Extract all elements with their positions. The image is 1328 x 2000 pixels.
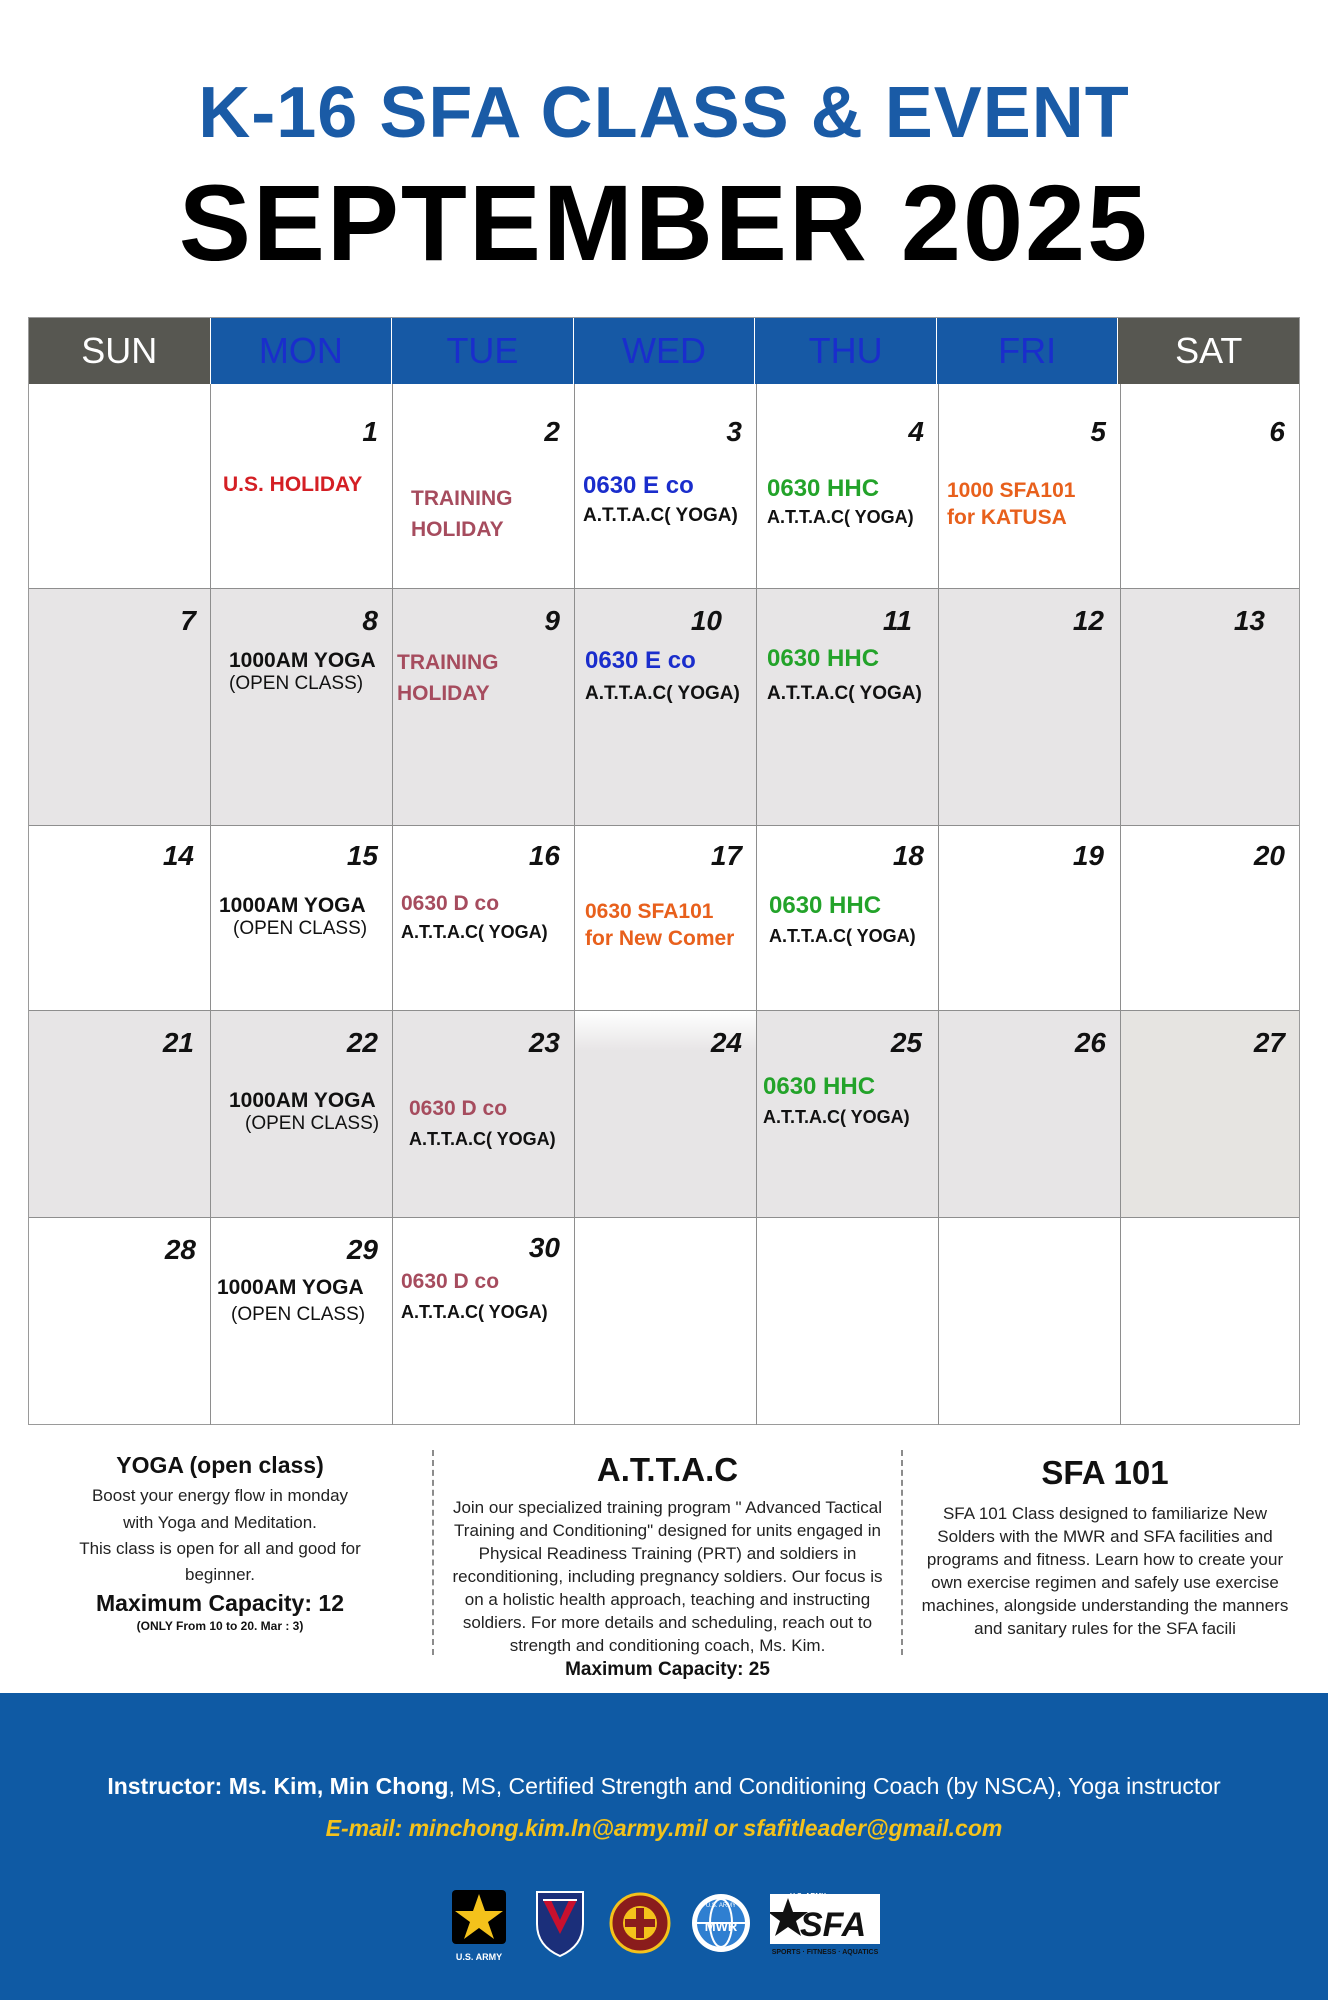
event-text: A.T.T.A.C( YOGA) — [585, 683, 740, 704]
day-number: 11 — [882, 605, 912, 636]
day-cell — [393, 384, 575, 589]
day-number: 4 — [908, 416, 924, 447]
day-cell — [757, 826, 939, 1011]
event-text: U.S. HOLIDAY — [223, 473, 363, 496]
weekday-header — [29, 318, 1299, 384]
yoga-info-line: beginner. — [185, 1565, 255, 1584]
day-number: 30 — [528, 1232, 560, 1263]
attac-info-title: A.T.T.A.C — [596, 1451, 739, 1488]
page-title: K-16 SFA CLASS & EVENT — [198, 73, 1130, 153]
day-cell — [29, 589, 211, 826]
event-text: HOLIDAY — [397, 682, 490, 705]
day-number: 17 — [710, 840, 742, 871]
footer-banner — [0, 1693, 1328, 2000]
event-text: 0630 HHC — [769, 892, 882, 919]
mwr-globe-icon — [690, 1886, 752, 1960]
army-logo-text: U.S. ARMY — [455, 1952, 503, 1962]
event-text: for New Comer — [585, 927, 735, 950]
yoga-info-line: Boost your energy flow in monday — [91, 1486, 349, 1505]
event-text: A.T.T.A.C( YOGA) — [763, 1107, 910, 1127]
day-cell — [29, 1218, 211, 1425]
day-cell — [939, 384, 1121, 589]
event-text: 1000 SFA101 — [947, 479, 1076, 502]
day-cell — [29, 384, 211, 589]
day-number: 6 — [1269, 416, 1285, 447]
event-text: A.T.T.A.C( YOGA) — [583, 505, 738, 526]
day-number: 5 — [1090, 416, 1106, 447]
event-text: A.T.T.A.C( YOGA) — [409, 1129, 556, 1149]
sfa101-info-title: SFA 101 — [1041, 1454, 1169, 1491]
event-text: (OPEN CLASS) — [229, 673, 364, 694]
event-text: HOLIDAY — [411, 518, 504, 541]
contact-email[interactable]: E-mail: minchong.kim.ln@army.mil or sfafitleader@gmail.com — [325, 1815, 1003, 1841]
attac-info-line: soldiers. For more details and scheduling, reach out to — [462, 1613, 873, 1632]
day-number: 24 — [710, 1027, 742, 1058]
yoga-info-title: YOGA (open class) — [116, 1452, 324, 1478]
attac-info-line: Training and Conditioning" designed for units engaged in — [454, 1521, 881, 1540]
instructor-line — [0, 1773, 1328, 1800]
day-cell — [211, 826, 393, 1011]
day-cell — [29, 826, 211, 1011]
yoga-info-line: with Yoga and Meditation. — [123, 1513, 317, 1532]
event-text: TRAINING — [397, 651, 499, 674]
event-text: 1000AM YOGA — [229, 1089, 376, 1112]
yoga-info-line: This class is open for all and good for — [79, 1539, 361, 1558]
attac-info-line: on a holistic health approach, teaching and instructing — [464, 1590, 871, 1609]
event-text: 1000AM YOGA — [229, 649, 376, 672]
day-cell — [757, 589, 939, 826]
day-cell — [757, 384, 939, 589]
day-cell — [757, 1011, 939, 1218]
weekday-mon: MON — [211, 318, 393, 384]
event-text: (OPEN CLASS) — [231, 1304, 366, 1325]
event-text: A.T.T.A.C( YOGA) — [401, 1302, 548, 1322]
day-cell — [1121, 1011, 1299, 1218]
day-number: 16 — [528, 840, 560, 871]
event-text: 0630 SFA101 — [585, 900, 714, 923]
command-crest-icon — [609, 1886, 671, 1960]
weekday-tue: TUE — [392, 318, 574, 384]
event-text: (OPEN CLASS) — [233, 918, 368, 939]
day-number: 23 — [528, 1027, 560, 1058]
yoga-info — [40, 1450, 400, 1633]
logo-strip — [448, 1883, 880, 1963]
mwr-logo-text: MWR — [704, 1919, 737, 1934]
day-cell — [575, 1011, 757, 1218]
weekday-thu: THU — [755, 318, 937, 384]
event-text: 0630 D co — [401, 892, 500, 915]
event-text: 0630 HHC — [763, 1073, 876, 1100]
sfa101-info — [915, 1450, 1295, 1640]
day-cell — [575, 826, 757, 1011]
day-number: 26 — [1074, 1027, 1106, 1058]
sfa-logo-text: SFA — [800, 1906, 867, 1944]
weekday-wed: WED — [574, 318, 756, 384]
day-cell — [1121, 1218, 1299, 1425]
sfa101-info-line: SFA 101 Class designed to familiarize New — [942, 1504, 1268, 1523]
day-cell — [211, 589, 393, 826]
day-number: 18 — [892, 840, 924, 871]
attac-info-line: Physical Readiness Training (PRT) and soldiers in — [478, 1544, 857, 1563]
day-number: 15 — [346, 840, 378, 871]
day-number: 1 — [362, 416, 378, 447]
attac-info-line: strength and conditioning coach, Ms. Kim. — [509, 1636, 826, 1655]
day-cell — [1121, 826, 1299, 1011]
day-number: 25 — [890, 1027, 922, 1058]
day-number: 29 — [346, 1234, 378, 1265]
sfa101-info-line: and sanitary rules for the SFA facili — [974, 1619, 1236, 1638]
day-cell — [939, 589, 1121, 826]
section-divider — [901, 1450, 903, 1655]
day-number: 21 — [162, 1027, 194, 1058]
instructor-name: Instructor: Ms. Kim, Min Chong — [107, 1773, 449, 1799]
event-text: TRAINING — [411, 487, 513, 510]
day-cell — [393, 589, 575, 826]
day-number: 3 — [726, 416, 742, 447]
day-cell — [575, 384, 757, 589]
day-cell — [757, 1218, 939, 1425]
sfa-logo-icon — [770, 1886, 880, 1960]
event-text: A.T.T.A.C( YOGA) — [769, 926, 916, 946]
sfa-logo-top-text: U.S. ARMY — [790, 1893, 826, 1900]
day-number: 9 — [544, 605, 560, 636]
event-text: 0630 D co — [401, 1270, 500, 1293]
army-star-icon — [448, 1886, 510, 1960]
attac-info-line: reconditioning, including pregnancy soldiers. Our focus is — [452, 1567, 883, 1586]
event-text: 1000AM YOGA — [217, 1276, 364, 1299]
weekday-sun: SUN — [29, 318, 211, 384]
day-number: 7 — [180, 605, 196, 636]
day-number: 22 — [346, 1027, 378, 1058]
sfa101-info-line: machines, alongside understanding the manners — [921, 1596, 1289, 1615]
event-text: 1000AM YOGA — [219, 894, 366, 917]
yoga-capacity-note: (ONLY From 10 to 20. Mar : 3) — [136, 1619, 304, 1633]
yoga-capacity: Maximum Capacity: 12 — [96, 1590, 344, 1616]
mwr-logo-top-text: U.S. ARMY — [705, 1903, 736, 1909]
day-number: 13 — [1233, 605, 1265, 636]
attac-capacity: Maximum Capacity: 25 — [565, 1659, 770, 1680]
day-number: 8 — [362, 605, 378, 636]
day-cell — [939, 1218, 1121, 1425]
event-text: A.T.T.A.C( YOGA) — [767, 507, 914, 527]
weekday-fri: FRI — [937, 318, 1119, 384]
weekday-sat: SAT — [1118, 318, 1299, 384]
day-number: 19 — [1072, 840, 1104, 871]
day-cell — [211, 1011, 393, 1218]
event-text: A.T.T.A.C( YOGA) — [401, 922, 548, 942]
day-cell — [393, 1011, 575, 1218]
event-text: 0630 E co — [585, 647, 696, 674]
day-number: 28 — [164, 1234, 196, 1265]
day-cell — [29, 1011, 211, 1218]
day-number: 12 — [1072, 605, 1104, 636]
calendar-grid — [28, 317, 1300, 1425]
event-text: 0630 D co — [409, 1097, 508, 1120]
day-cell — [211, 1218, 393, 1425]
attac-info — [440, 1450, 895, 1681]
day-number: 20 — [1253, 840, 1285, 871]
day-cell — [393, 826, 575, 1011]
day-cell — [939, 826, 1121, 1011]
day-number: 10 — [690, 605, 722, 636]
day-cell — [1121, 384, 1299, 589]
event-text: A.T.T.A.C( YOGA) — [767, 683, 922, 704]
day-number: 27 — [1253, 1027, 1285, 1058]
day-cell — [575, 589, 757, 826]
sfa-logo-tagline: SPORTS · FITNESS · AQUATICS — [771, 1949, 879, 1956]
event-text: 0630 HHC — [767, 645, 880, 672]
event-text: (OPEN CLASS) — [245, 1113, 380, 1134]
day-cell — [1121, 589, 1299, 826]
day-cell — [211, 384, 393, 589]
attac-info-line: Join our specialized training program " Advanced Tactical — [452, 1498, 883, 1517]
day-cell — [939, 1011, 1121, 1218]
instructor-credentials: , MS, Certified Strength and Conditioning Coach (by NSCA), Yoga instructor — [448, 1773, 1221, 1799]
section-divider — [432, 1450, 434, 1655]
month-title: SEPTEMBER 2025 — [178, 162, 1150, 283]
shield-icon — [529, 1886, 591, 1960]
day-number: 2 — [544, 416, 560, 447]
day-cell — [393, 1218, 575, 1425]
day-number: 14 — [162, 840, 194, 871]
day-cell — [575, 1218, 757, 1425]
event-text: 0630 HHC — [767, 475, 880, 502]
sfa101-info-line: Solders with the MWR and SFA facilities and — [937, 1527, 1273, 1546]
sfa101-info-line: programs and fitness. Learn how to create your — [926, 1550, 1284, 1569]
event-text: 0630 E co — [583, 472, 694, 499]
event-text: for KATUSA — [947, 506, 1067, 529]
sfa101-info-line: own exercise regimen and safely use exercise — [931, 1573, 1279, 1592]
